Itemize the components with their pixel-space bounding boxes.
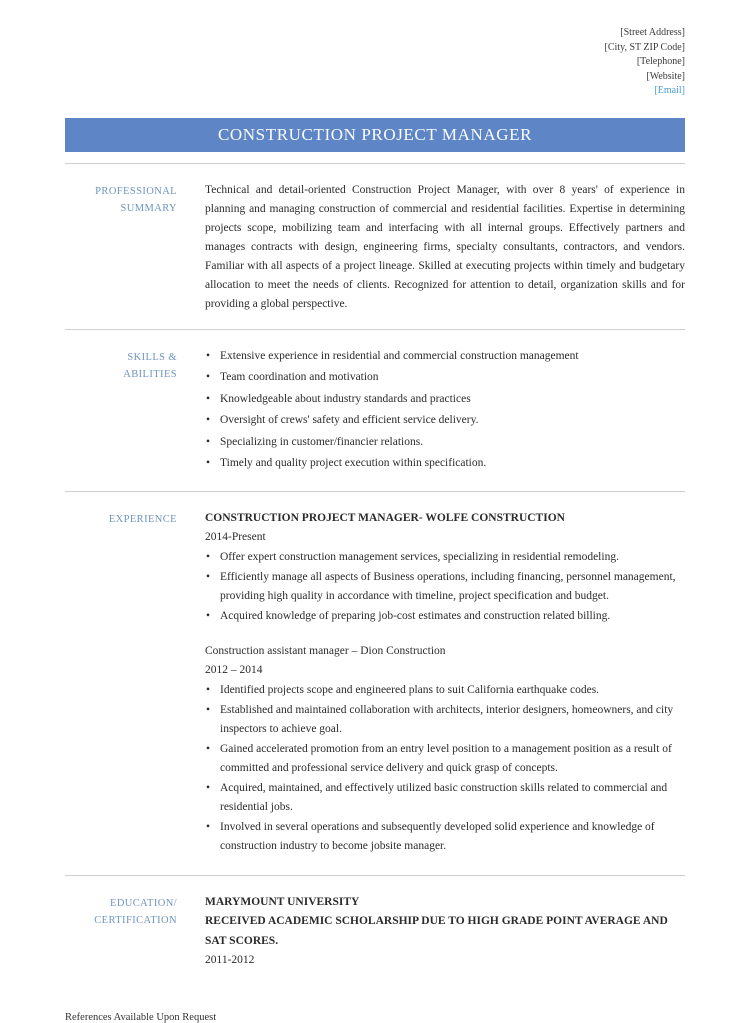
skill-item: • Extensive experience in residential and commercial construction management	[205, 347, 685, 366]
experience-content	[205, 509, 685, 860]
section-label-line: SKILLS &	[127, 351, 177, 363]
job-title: CONSTRUCTION PROJECT MANAGER- WOLFE CONSTRUCTION	[205, 511, 565, 524]
section-label-professional-summary	[65, 181, 177, 314]
education-achievement: RECEIVED ACADEMIC SCHOLARSHIP DUE TO HIGH GRADE POINT AVERAGE AND SAT SCORES.	[205, 915, 668, 947]
contact-email-link[interactable]: [Email]	[654, 85, 685, 96]
job-bullet: • Acquired, maintained, and effectively utilized basic construction skills related to commercial and residential jobs.	[205, 779, 685, 817]
contact-street-address: [Street Address]	[620, 27, 685, 38]
resume-title: CONSTRUCTION PROJECT MANAGER	[217, 124, 533, 144]
job-bullet: • Acquired knowledge of preparing job-cost estimates and construction related billing.	[205, 607, 685, 626]
section-label-skills-abilities	[65, 347, 177, 476]
references-note: References Available Upon Request	[65, 1011, 217, 1023]
contact-telephone: [Telephone]	[636, 56, 685, 67]
education-school: MARYMOUNT UNIVERSITY	[205, 895, 360, 908]
skill-item: • Knowledgeable about industry standards and practices	[205, 390, 685, 409]
job-bullet-list	[205, 681, 685, 856]
skill-item: • Timely and quality project execution within specification.	[205, 454, 685, 473]
job-dates: 2012 – 2014	[205, 663, 263, 676]
skill-item: • Team coordination and motivation	[205, 368, 685, 387]
section-label-education-certification	[65, 893, 177, 971]
job-bullet: • Efficiently manage all aspects of Business operations, including financing, personnel management, providing high quality in accordance with timeline, project specification and budget.	[205, 568, 685, 606]
job-title: Construction assistant manager – Dion Construction	[205, 644, 446, 657]
section-label-line: SUMMARY	[120, 202, 177, 214]
section-label-line: CERTIFICATION	[94, 914, 177, 926]
skill-item: • Oversight of crews' safety and efficient service delivery.	[205, 411, 685, 430]
job-bullet-list	[205, 548, 685, 626]
section-label-line: ABILITIES	[123, 368, 177, 380]
summary-paragraph: Technical and detail-oriented Construction Project Manager, with over 8 years' of experience in planning and managing construction of commercial and residential facilities. Expertise in determining projects scope, mobilizing team and interfacing with all internal groups. Effectively partners and manages contracts with design, engineering firms, specialty consultants, contractors, and vendors. Familiar with all aspects of a project lineage. Skilled at executing projects within timely and budgetary allocation to meet the needs of clients. Recognized for attention to detail, organization skills and for providing a global perspective.	[205, 183, 685, 310]
education-dates: 2011-2012	[205, 954, 255, 966]
section-label-line: PROFESSIONAL	[95, 185, 177, 197]
summary-content	[205, 181, 685, 314]
section-label-experience	[65, 509, 177, 860]
section-education-certification	[65, 876, 685, 986]
section-label-line: EXPERIENCE	[108, 513, 177, 525]
section-skills-abilities	[65, 330, 685, 491]
job-bullet: • Involved in several operations and subsequently developed solid experience and knowledge of construction industry to become jobsite manager.	[205, 818, 685, 856]
job-bullet: • Established and maintained collaboration with architects, interior designers, homeowners, and city inspectors to achieve goal.	[205, 701, 685, 739]
contact-website: [Website]	[646, 70, 685, 82]
job-bullet: • Identified projects scope and engineered plans to suit California earthquake codes.	[205, 681, 685, 700]
contact-city-zip: [City, ST ZIP Code]	[604, 41, 685, 53]
section-experience	[65, 492, 685, 875]
section-label-line: EDUCATION/	[110, 897, 177, 909]
title-banner	[65, 118, 685, 152]
job-dates: 2014-Present	[205, 530, 266, 543]
skills-content	[205, 347, 685, 476]
contact-block	[65, 0, 685, 99]
skills-list	[205, 347, 685, 474]
section-professional-summary	[65, 164, 685, 329]
job-bullet: • Gained accelerated promotion from an entry level position to a management position as a result of committed and professional service delivery and quick grasp of concepts.	[205, 740, 685, 778]
job-bullet: • Offer expert construction management services, specializing in residential remodeling.	[205, 548, 685, 567]
education-content	[205, 893, 685, 971]
job-entry-dion-construction	[205, 642, 685, 856]
job-entry-wolfe-construction	[205, 509, 685, 626]
skill-item: • Specializing in customer/financier relations.	[205, 433, 685, 452]
